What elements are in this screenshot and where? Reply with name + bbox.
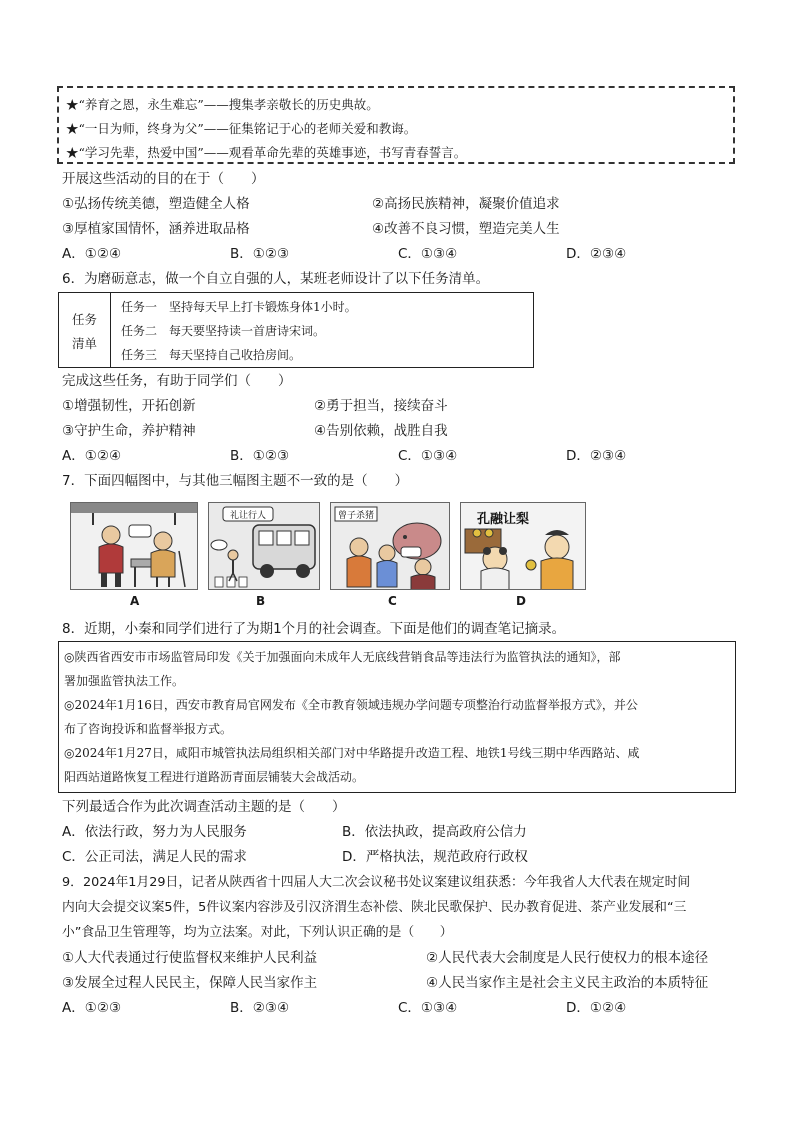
q8-choice-b: B．依法执政，提高政府公信力	[342, 824, 527, 840]
cartoon-b-illustration	[209, 503, 320, 590]
q5-option-1: ①弘扬传统美德，塑造健全人格	[62, 196, 250, 212]
q9-stem-line-2: 内向大会提交议案5件，5件议案内容涉及引汉济渭生态补偿、陕北民歌保护、民办教育促进、茶产业发展和“三	[62, 900, 687, 915]
note-2-line-1: ◎2024年1月16日，西安市教育局官网发布《全市教育领域违规办学问题专项整治行动监督举报方式》，并公	[64, 698, 638, 712]
q6-choice-c: C．①③④	[398, 448, 458, 464]
cartoon-d-label: D	[516, 594, 526, 608]
q8-choice-c: C．公正司法，满足人民的需求	[62, 849, 247, 865]
q5-choice-c: C．①③④	[398, 246, 458, 262]
q8-stem-2: 下列最适合作为此次调查活动主题的是（ ）	[62, 799, 346, 815]
q9-option-1: ①人大代表通过行使监督权来维护人民利益	[62, 950, 318, 966]
task-3: 任务三 每天坚持自己收拾房间。	[121, 348, 302, 362]
activity-row-3: ★“学习先辈，热爱中国”——观看革命先辈的英雄事迹，书写青春誓言。	[66, 145, 467, 160]
cartoon-a-illustration	[71, 503, 198, 590]
q5-choice-b: B．①②③	[230, 246, 290, 262]
q5-option-4: ④改善不良习惯，塑造完美人生	[372, 221, 560, 237]
q5-option-3: ③厚植家国情怀，涵养进取品格	[62, 221, 250, 237]
cartoon-a	[70, 502, 198, 590]
cartoon-c-illustration	[331, 503, 450, 590]
q6-stem: 6．为磨砺意志，做一个自立自强的人，某班老师设计了以下任务清单。	[62, 271, 490, 287]
activity-box	[57, 86, 735, 164]
cartoon-d-sign: 孔融让梨	[477, 512, 530, 527]
q6-choice-d: D．②③④	[566, 448, 627, 464]
q5-stem: 开展这些活动的目的在于（ ）	[62, 171, 265, 187]
q9-choice-c: C．①③④	[398, 1000, 458, 1016]
q5-choice-d: D．②③④	[566, 246, 627, 262]
task-label-line-2: 清单	[72, 336, 98, 351]
q7-stem: 7．下面四幅图中，与其他三幅图主题不一致的是（ ）	[62, 473, 409, 489]
cartoon-b	[208, 502, 320, 590]
q5-option-2: ②高扬民族精神，凝聚价值追求	[372, 196, 560, 212]
q6-option-3: ③守护生命，养护精神	[62, 423, 196, 439]
cartoon-b-label: B	[256, 594, 266, 608]
q5-choice-a: A．①②④	[62, 246, 122, 262]
note-3-line-1: ◎2024年1月27日，咸阳市城管执法局组织相关部门对中华路提升改造工程、地铁1号线三期中华西路站、咸	[64, 746, 640, 760]
task-1: 任务一 坚持每天早上打卡锻炼身体1小时。	[121, 300, 357, 314]
q6-stem-2: 完成这些任务，有助于同学们（ ）	[62, 373, 292, 389]
q8-stem: 8．近期，小秦和同学们进行了为期1个月的社会调查。下面是他们的调查笔记摘录。	[62, 621, 566, 637]
q9-choice-a: A．①②③	[62, 1000, 122, 1016]
q9-option-4: ④人民当家作主是社会主义民主政治的本质特征	[426, 975, 709, 991]
note-1-line-1: ◎陕西省西安市市场监管局印发《关于加强面向未成年人无底线营销食品等违法行为监管执法的通知》，部	[64, 650, 621, 664]
cartoon-c-sign: 曾子杀猪	[337, 511, 375, 521]
cartoon-c	[330, 502, 450, 590]
note-1-line-2: 署加强监管执法工作。	[64, 674, 185, 688]
task-list-table	[58, 292, 534, 368]
q6-option-4: ④告别依赖，战胜自我	[314, 423, 448, 439]
q9-stem-line-3: 小”食品卫生管理等，均为立法案。对此，下列认识正确的是（ ）	[62, 925, 453, 940]
task-list-label	[59, 293, 111, 367]
q6-option-2: ②勇于担当，接续奋斗	[314, 398, 448, 414]
q9-option-2: ②人民代表大会制度是人民行使权力的根本途径	[426, 950, 709, 966]
cartoon-d	[460, 502, 586, 590]
note-2-line-2: 布了咨询投诉和监督举报方式。	[64, 722, 233, 736]
task-2: 任务二 每天要坚持读一首唐诗宋词。	[121, 324, 326, 338]
cartoon-c-label: C	[388, 594, 397, 608]
q9-choice-b: B．②③④	[230, 1000, 290, 1016]
cartoon-d-illustration	[461, 503, 586, 590]
q9-stem-line-1: 9．2024年1月29日，记者从陕西省十四届人大二次会议秘书处议案建议组获悉：今年我省人大代表在规定时间	[62, 875, 691, 890]
activity-row-2: ★“一日为师，终身为父”——征集铭记于心的老师关爱和教诲。	[66, 121, 417, 136]
q8-choice-d: D．严格执法，规范政府行政权	[342, 849, 528, 865]
survey-notes-box	[58, 641, 736, 793]
cartoon-b-sign: 礼让行人	[229, 511, 267, 521]
q9-option-3: ③发展全过程人民民主，保障人民当家作主	[62, 975, 318, 991]
task-label-line-1: 任务	[72, 312, 98, 327]
activity-row-1: ★“养育之恩，永生难忘”——搜集孝亲敬长的历史典故。	[66, 97, 379, 112]
q9-choice-d: D．①②④	[566, 1000, 627, 1016]
note-3-line-2: 阳西站道路恢复工程进行道路沥青面层铺装大会战活动。	[64, 770, 365, 784]
q6-option-1: ①增强韧性，开拓创新	[62, 398, 196, 414]
cartoon-a-label: A	[130, 594, 140, 608]
q6-choice-b: B．①②③	[230, 448, 290, 464]
q8-choice-a: A．依法行政，努力为人民服务	[62, 824, 247, 840]
q6-choice-a: A．①②④	[62, 448, 122, 464]
